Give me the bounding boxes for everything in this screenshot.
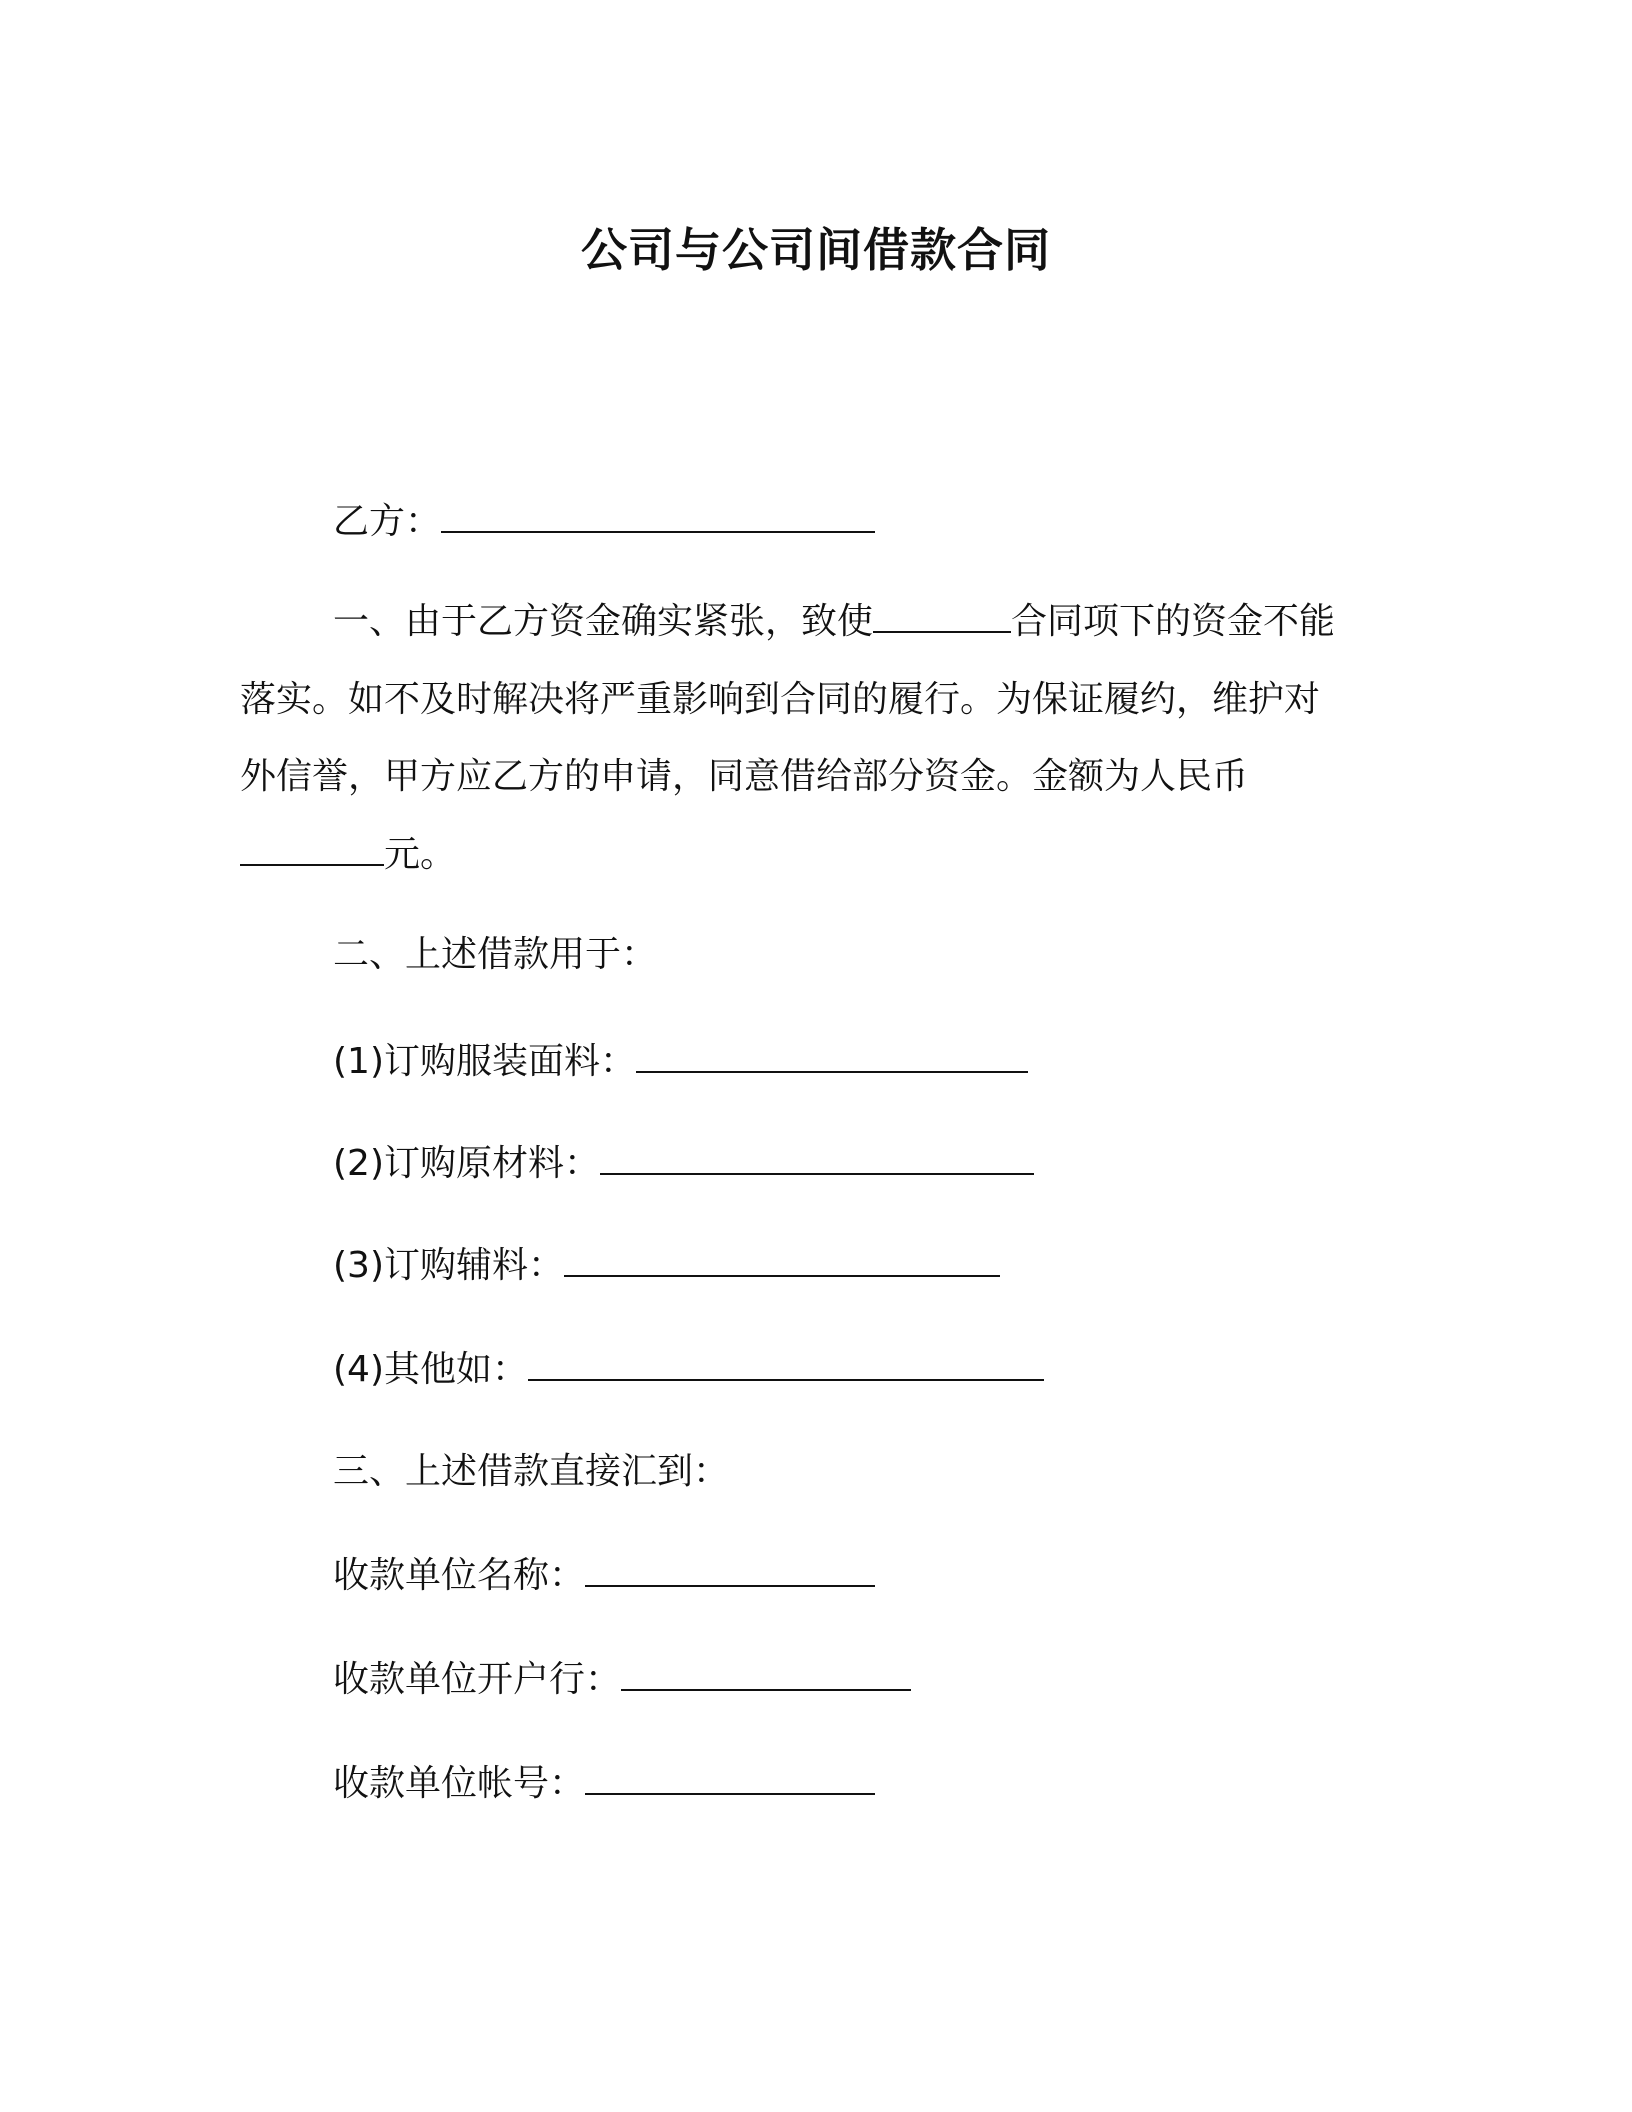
document-title: 公司与公司间借款合同: [581, 223, 1051, 277]
clause1-text-c: 元。: [384, 834, 457, 875]
clause1-line2: 落实。如不及时解决将严重影响到合同的履行。为保证履约，维护对: [240, 679, 1321, 720]
clause2-item4: [333, 1345, 1044, 1395]
payee-account-line: [333, 1759, 875, 1809]
payee-bank-blank: [621, 1655, 911, 1691]
clause2-item2: [333, 1139, 1034, 1189]
clause1-line4: [240, 830, 456, 880]
item2-label: (2)订购原材料：: [333, 1143, 600, 1184]
payee-name-line: [333, 1551, 875, 1601]
item1-blank: [636, 1037, 1028, 1073]
payee-bank-label: 收款单位开户行：: [333, 1659, 622, 1700]
party-b-line: [333, 497, 875, 547]
clause1-text-a: 一、由于乙方资金确实紧张，致使: [333, 601, 874, 642]
amount-blank: [240, 830, 384, 866]
clause3-heading: 三、上述借款直接汇到：: [333, 1451, 730, 1492]
item4-blank: [528, 1345, 1044, 1381]
clause1-line1: [333, 597, 1335, 647]
item3-label: (3)订购辅料：: [333, 1245, 564, 1286]
clause2-item1: [333, 1037, 1028, 1087]
party-b-blank: [441, 497, 875, 533]
payee-account-label: 收款单位帐号：: [333, 1763, 586, 1804]
item4-label: (4)其他如：: [333, 1349, 528, 1390]
clause2-heading: 二、上述借款用于：: [333, 934, 658, 975]
item2-blank: [600, 1139, 1034, 1175]
contract-blank: [873, 597, 1011, 633]
payee-bank-line: [333, 1655, 911, 1705]
clause2-item3: [333, 1241, 1000, 1291]
item3-blank: [564, 1241, 1000, 1277]
payee-account-blank: [585, 1759, 875, 1795]
clause1-text-b: 合同项下的资金不能: [1011, 601, 1336, 642]
item1-label: (1)订购服装面料：: [333, 1041, 636, 1082]
party-b-label: 乙方：: [333, 501, 442, 542]
payee-name-blank: [585, 1551, 875, 1587]
payee-name-label: 收款单位名称：: [333, 1555, 586, 1596]
clause1-line3: 外信誉，甲方应乙方的申请，同意借给部分资金。金额为人民币: [240, 756, 1249, 797]
